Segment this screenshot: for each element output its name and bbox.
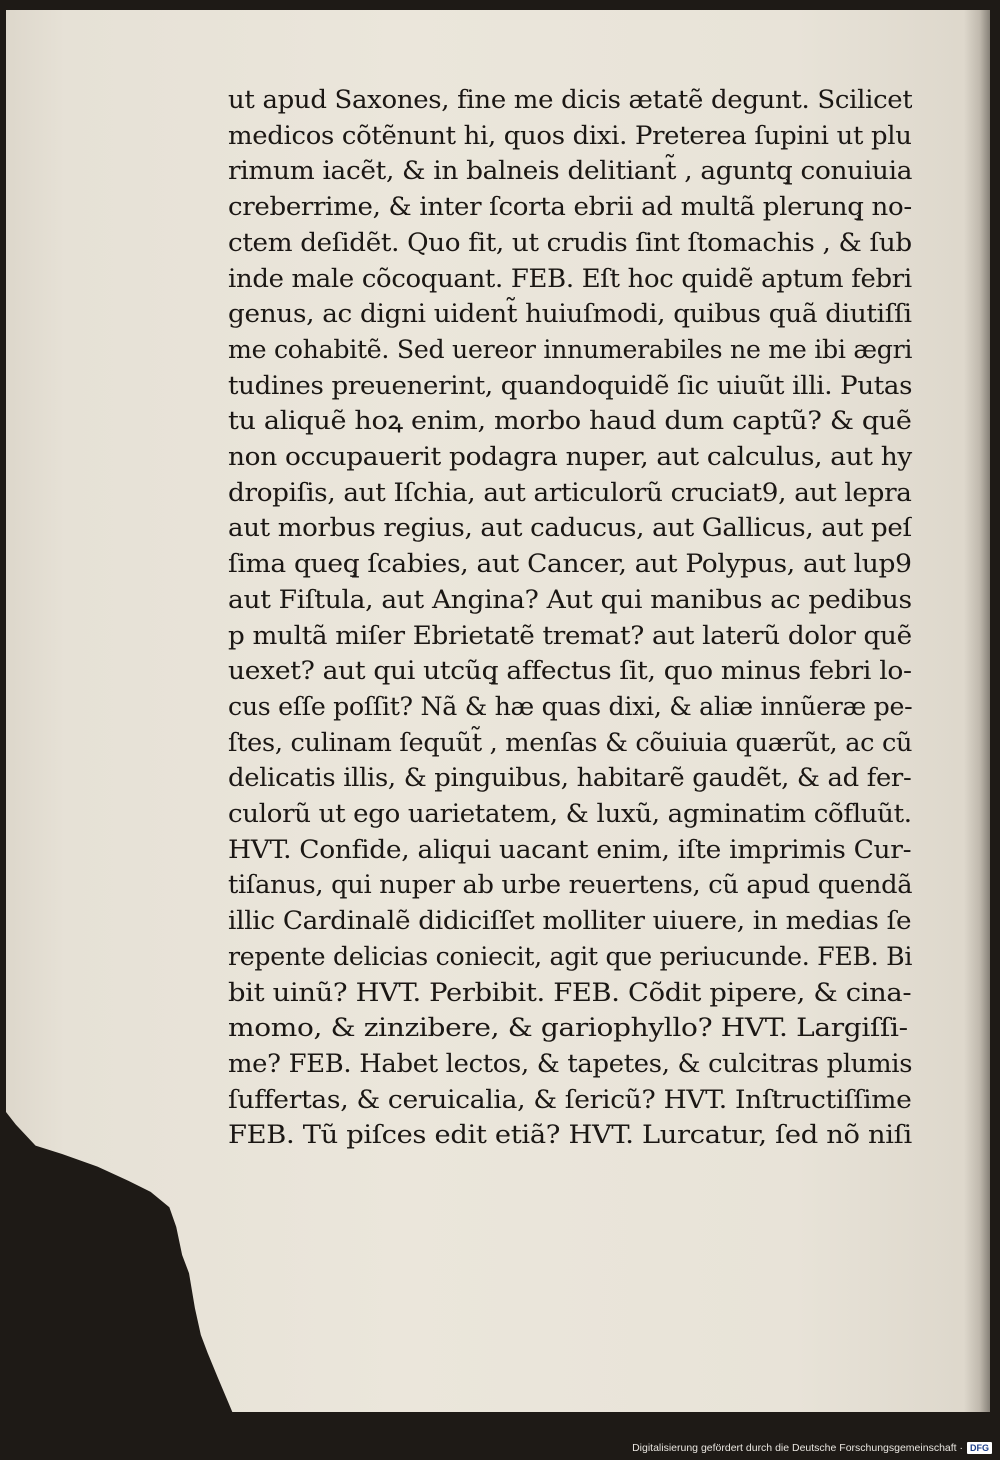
text-line: ſuffertas, & ceruicalia, & ſericũ? HVT. Inſtructiſſime [228,1084,912,1114]
text-line: non occupauerit podagra nuper, aut calculus, aut hy [228,442,912,472]
text-line: inde male cõcoquant. FEB. Eſt hoc quidẽ aptum febri [228,263,912,293]
text-line: me cohabitẽ. Sed uereor innumerabiles ne me ibi ægri [228,334,913,364]
text-line: tudines preuenerint, quandoquidẽ ſic uiuũt illi. Putas [228,370,912,400]
text-line: p multã miſer Ebrietatẽ tremat? aut laterũ dolor quẽ [228,620,912,650]
credit-text: Digitalisierung gefördert durch die Deutsche Forschungsgemeinschaft · [632,1442,963,1454]
text-line: dropiſis, aut Iſchia, aut articulorũ cruciat9, aut lepra [228,477,912,507]
text-line: bit uinũ? HVT. Perbibit. FEB. Cõdit pipere, & cina- [228,977,912,1007]
text-line: aut Fiſtula, aut Angina? Aut qui manibus ac pedibus [228,584,912,614]
digitization-credit [632,1440,992,1456]
text-line: rimum iacẽt, & in balneis delitiant̃ , aguntq̧ conuiuia [228,156,913,186]
dfg-logo: DFG [967,1442,992,1454]
text-line: ſtes, culinam ſequũt̃ , menſas & cõuiuia quærũt, ac cũ [228,727,913,757]
text-line: ut apud Saxones, fine me dicis ætatẽ degunt. Scilicet [228,85,913,114]
text-line: uexet? aut qui utcũq̧ affectus ſit, quo minus febri lo- [228,656,912,686]
text-line: ctem deſidẽt. Quo fit, ut crudis ſint ſtomachis , & ſub [228,227,912,257]
text-line: cus eſſe poſſit? Nã & hæ quas dixi, & aliæ innũeræ pe- [228,691,913,721]
text-line: FEB. Tũ piſces edit etiã? HVT. Lurcatur, ſed nõ niſi [228,1120,912,1150]
text-line: momo, & zinzibere, & gariophyllo? HVT. Largiſſi- [228,1013,908,1043]
text-line: medicos cõtẽnunt hi, quos dixi. Preterea ſupini ut plu [228,120,912,150]
text-line: repente delicias coniecit, agit que periucunde. FEB. Bi [228,941,913,971]
text-line: creberrime, & inter ſcorta ebrii ad multã plerunq̧ no- [228,192,912,222]
text-line: me? FEB. Habet lectos, & tapetes, & culcitras plumis [228,1048,912,1078]
text-line: delicatis illis, & pinguibus, habitarẽ gaudẽt, & ad fer- [228,763,912,793]
text-line: HVT. Confide, aliqui uacant enim, iſte imprimis Cur- [228,834,912,864]
text-line: genus, ac digni uident̃ huiuſmodi, quibus quã diutiſſi [228,299,912,329]
text-line: ſima queq̧ ſcabies, aut Cancer, aut Polypus, aut lup9 [228,549,912,579]
page-gutter-shadow [964,10,990,1412]
text-line: tiſanus, qui nuper ab urbe reuertens, cũ apud quendã [228,870,912,900]
text-line: illic Cardinalẽ didiciſſet molliter uiuere, in medias ſe [228,906,912,936]
page-text [228,82,918,1153]
text-line: culorũ ut ego uarietatem, & luxũ, agminatim cõfluũt. [228,799,912,829]
text-line: tu aliquẽ hoꝝ enim, morbo haud dum captũ? & quẽ [228,406,912,436]
text-line: aut morbus regius, aut caducus, aut Gallicus, aut peſ [228,513,912,543]
